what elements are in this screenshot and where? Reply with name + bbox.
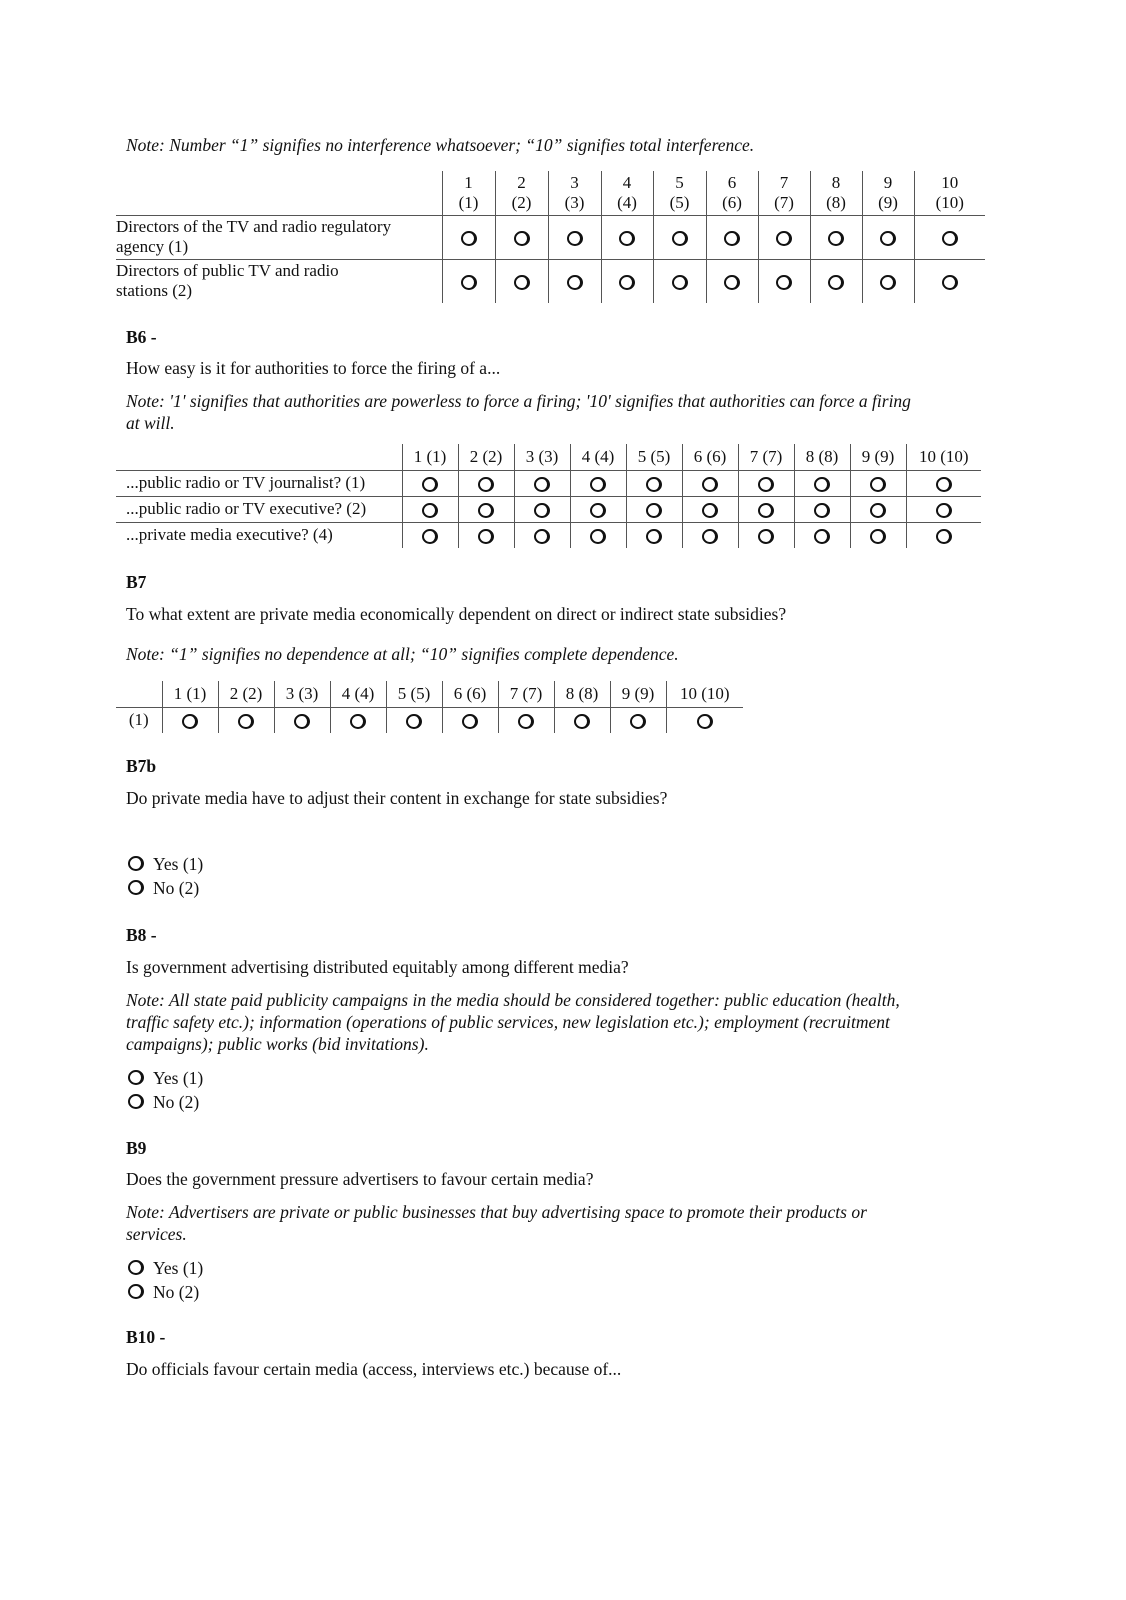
b6-question: How easy is it for authorities to force the firing of a... xyxy=(126,358,501,378)
radio-button-icon[interactable] xyxy=(697,714,713,729)
radio-button-icon[interactable] xyxy=(758,503,774,518)
b7-column-header: 8 (8) xyxy=(554,681,610,707)
b5-radio-cell[interactable] xyxy=(653,259,706,303)
radio-button-icon[interactable] xyxy=(619,231,635,246)
radio-button-icon[interactable] xyxy=(814,503,830,518)
b6-radio-cell[interactable] xyxy=(570,522,626,548)
b5-radio-cell[interactable] xyxy=(914,215,985,259)
radio-button-icon[interactable] xyxy=(590,477,606,492)
b9-option-no[interactable] xyxy=(128,1282,199,1303)
b5-radio-cell[interactable] xyxy=(653,215,706,259)
b6-radio-cell[interactable] xyxy=(682,496,738,522)
radio-button-icon[interactable] xyxy=(702,477,718,492)
b6-radio-cell[interactable] xyxy=(514,522,570,548)
b5-corner xyxy=(116,171,442,215)
radio-button-icon[interactable] xyxy=(870,529,886,544)
radio-button-icon[interactable] xyxy=(567,231,583,246)
radio-button-icon[interactable] xyxy=(814,529,830,544)
b5-radio-cell[interactable] xyxy=(495,259,548,303)
b5-radio-cell[interactable] xyxy=(442,215,495,259)
b6-radio-cell[interactable] xyxy=(850,522,906,548)
b6-radio-cell[interactable] xyxy=(514,470,570,496)
radio-button-icon[interactable] xyxy=(936,529,952,544)
b6-radio-cell[interactable] xyxy=(458,496,514,522)
b7-row-label: (1) xyxy=(128,710,149,730)
radio-button-icon[interactable] xyxy=(724,275,740,290)
b6-column-header: 1 (1) xyxy=(402,444,458,470)
b8-heading: B8 - xyxy=(126,925,157,945)
b6-column-header: 8 (8) xyxy=(794,444,850,470)
radio-button-icon[interactable] xyxy=(880,231,896,246)
radio-button-icon[interactable] xyxy=(619,275,635,290)
b5-column-header xyxy=(548,171,601,215)
b5-radio-cell[interactable] xyxy=(810,215,862,259)
radio-button-icon[interactable] xyxy=(880,275,896,290)
radio-button-icon[interactable] xyxy=(828,275,844,290)
b9-note-line-2: services. xyxy=(126,1224,187,1244)
row-label-line: Directors of the TV and radio regulatory xyxy=(116,217,392,236)
b6-radio-cell[interactable] xyxy=(402,522,458,548)
b5-column-header xyxy=(758,171,810,215)
column-number: 1 xyxy=(464,172,473,192)
radio-button-icon[interactable] xyxy=(478,503,494,518)
b6-radio-cell[interactable] xyxy=(570,496,626,522)
radio-button-icon[interactable] xyxy=(646,529,662,544)
b5-radio-cell[interactable] xyxy=(810,259,862,303)
b6-radio-cell[interactable] xyxy=(514,496,570,522)
b7-corner xyxy=(116,681,162,707)
radio-button-icon[interactable] xyxy=(128,1094,144,1109)
radio-button-icon[interactable] xyxy=(422,477,438,492)
b7-radio-cell[interactable] xyxy=(554,707,610,733)
b6-row-label: ...public radio or TV executive? (2) xyxy=(116,496,402,522)
radio-button-icon[interactable] xyxy=(461,275,477,290)
radio-button-icon[interactable] xyxy=(672,231,688,246)
row-label-line: agency (1) xyxy=(116,237,189,256)
b6-radio-cell[interactable] xyxy=(794,522,850,548)
b6-radio-cell[interactable] xyxy=(906,496,981,522)
radio-button-icon[interactable] xyxy=(870,477,886,492)
column-number: 6 xyxy=(727,172,737,192)
b6-radio-cell[interactable] xyxy=(794,496,850,522)
b6-row-label: ...public radio or TV journalist? (1) xyxy=(116,470,402,496)
radio-button-icon[interactable] xyxy=(758,529,774,544)
column-code: (3) xyxy=(564,192,585,212)
column-code: (8) xyxy=(826,192,846,212)
radio-button-icon[interactable] xyxy=(422,529,438,544)
radio-button-icon[interactable] xyxy=(406,714,422,729)
b6-radio-cell[interactable] xyxy=(682,470,738,496)
radio-button-icon[interactable] xyxy=(518,714,534,729)
option-label: Yes (1) xyxy=(153,1258,204,1278)
radio-button-icon[interactable] xyxy=(514,231,530,246)
b6-radio-cell[interactable] xyxy=(738,496,794,522)
radio-button-icon[interactable] xyxy=(534,529,550,544)
b7-column-header: 5 (5) xyxy=(386,681,442,707)
column-code: (9) xyxy=(878,192,898,212)
radio-button-icon[interactable] xyxy=(828,231,844,246)
column-code: (10) xyxy=(935,192,964,212)
radio-button-icon[interactable] xyxy=(702,529,718,544)
b6-radio-cell[interactable] xyxy=(906,522,981,548)
b8-option-no[interactable] xyxy=(128,1092,199,1113)
column-number: 2 xyxy=(517,172,526,192)
column-code: (7) xyxy=(774,192,794,212)
b6-column-header: 2 (2) xyxy=(458,444,514,470)
b7-column-header: 2 (2) xyxy=(218,681,274,707)
radio-button-icon[interactable] xyxy=(461,231,477,246)
b5-radio-cell[interactable] xyxy=(601,259,653,303)
b6-matrix xyxy=(116,444,981,548)
b7-column-header: 6 (6) xyxy=(442,681,498,707)
b7-column-header: 9 (9) xyxy=(610,681,666,707)
b9-question: Does the government pressure advertisers to favour certain media? xyxy=(126,1169,594,1189)
b7-column-header: 4 (4) xyxy=(330,681,386,707)
column-code: (4) xyxy=(617,192,637,212)
radio-button-icon[interactable] xyxy=(936,477,952,492)
b5-radio-cell[interactable] xyxy=(862,215,914,259)
row-label-line: stations (2) xyxy=(116,281,193,301)
b5-radio-cell[interactable] xyxy=(862,259,914,303)
radio-button-icon[interactable] xyxy=(590,529,606,544)
b5-column-header xyxy=(495,171,548,215)
radio-button-icon[interactable] xyxy=(238,714,254,729)
b8-option-yes[interactable] xyxy=(128,1068,203,1089)
radio-button-icon[interactable] xyxy=(422,503,438,518)
radio-button-icon[interactable] xyxy=(758,477,774,492)
radio-button-icon[interactable] xyxy=(646,503,662,518)
b5-radio-cell[interactable] xyxy=(706,215,758,259)
radio-button-icon[interactable] xyxy=(672,275,688,290)
radio-button-icon[interactable] xyxy=(478,477,494,492)
b9-heading: B9 xyxy=(126,1138,147,1158)
radio-button-icon[interactable] xyxy=(574,714,590,729)
b6-radio-cell[interactable] xyxy=(626,496,682,522)
option-label: No (2) xyxy=(153,1092,200,1112)
b6-radio-cell[interactable] xyxy=(402,496,458,522)
column-number: 10 xyxy=(941,172,959,192)
radio-button-icon[interactable] xyxy=(776,275,792,290)
b6-column-header: 3 (3) xyxy=(514,444,570,470)
b6-column-header: 6 (6) xyxy=(682,444,738,470)
b6-column-header: 4 (4) xyxy=(570,444,626,470)
b5-radio-cell[interactable] xyxy=(548,259,601,303)
option-label: No (2) xyxy=(153,1282,200,1302)
b6-radio-cell[interactable] xyxy=(850,496,906,522)
b6-radio-cell[interactable] xyxy=(850,470,906,496)
b5-radio-cell[interactable] xyxy=(758,259,810,303)
b6-radio-cell[interactable] xyxy=(458,522,514,548)
b7-radio-cell[interactable] xyxy=(666,707,743,733)
radio-button-icon[interactable] xyxy=(478,529,494,544)
b7-question: To what extent are private media economically dependent on direct or indirect state subsidies? xyxy=(126,604,787,624)
b5-column-header xyxy=(442,171,495,215)
b6-row-label: ...private media executive? (4) xyxy=(126,525,333,545)
b5-radio-cell[interactable] xyxy=(758,215,810,259)
b5-radio-cell[interactable] xyxy=(706,259,758,303)
b7b-option-no[interactable] xyxy=(128,878,199,899)
column-code: (5) xyxy=(669,192,690,212)
radio-button-icon[interactable] xyxy=(128,1284,144,1299)
b7-column-header: 1 (1) xyxy=(162,681,218,707)
radio-button-icon[interactable] xyxy=(128,880,144,895)
b7-column-header: 10 (10) xyxy=(666,681,743,707)
b6-heading: B6 - xyxy=(126,327,157,347)
b6-radio-cell[interactable] xyxy=(738,522,794,548)
column-code: (2) xyxy=(511,192,532,212)
radio-button-icon[interactable] xyxy=(942,275,958,290)
b5-column-header xyxy=(601,171,653,215)
b5-column-header xyxy=(706,171,758,215)
radio-button-icon[interactable] xyxy=(462,714,478,729)
radio-button-icon[interactable] xyxy=(936,503,952,518)
b6-radio-cell[interactable] xyxy=(794,470,850,496)
b7-column-header: 7 (7) xyxy=(498,681,554,707)
column-number: 5 xyxy=(675,172,684,192)
radio-button-icon[interactable] xyxy=(590,503,606,518)
b6-radio-cell[interactable] xyxy=(626,522,682,548)
b8-question: Is government advertising distributed equitably among different media? xyxy=(126,957,629,977)
b8-note-line-1: Note: All state paid publicity campaigns in the media should be considered together: public education (health, xyxy=(126,990,900,1010)
b6-column-header: 5 (5) xyxy=(626,444,682,470)
radio-button-icon[interactable] xyxy=(128,1070,144,1085)
b7b-option-yes[interactable] xyxy=(128,854,203,875)
b7-heading: B7 xyxy=(126,572,147,592)
b5-column-header xyxy=(914,171,985,215)
b8-note-line-2: traffic safety etc.); information (operations of public services, new legislation etc.); employment (recruitment xyxy=(126,1012,890,1032)
b6-radio-cell[interactable] xyxy=(458,470,514,496)
b6-radio-cell[interactable] xyxy=(906,470,981,496)
radio-button-icon[interactable] xyxy=(776,231,792,246)
radio-button-icon[interactable] xyxy=(294,714,310,729)
radio-button-icon[interactable] xyxy=(534,503,550,518)
radio-button-icon[interactable] xyxy=(182,714,198,729)
b6-radio-cell[interactable] xyxy=(402,470,458,496)
b6-column-header: 10 (10) xyxy=(906,444,981,470)
b5-note: Note: Number “1” signifies no interference whatsoever; “10” signifies total interference. xyxy=(126,135,755,155)
b7-radio-cell[interactable] xyxy=(162,707,218,733)
b6-radio-cell[interactable] xyxy=(682,522,738,548)
radio-button-icon[interactable] xyxy=(514,275,530,290)
b6-column-header: 9 (9) xyxy=(850,444,906,470)
b7-note: Note: “1” signifies no dependence at all; “10” signifies complete dependence. xyxy=(126,644,679,664)
b8-note-line-3: campaigns); public works (bid invitations). xyxy=(126,1034,429,1054)
b6-radio-cell[interactable] xyxy=(626,470,682,496)
b5-radio-cell[interactable] xyxy=(495,215,548,259)
b10-heading: B10 - xyxy=(126,1327,166,1347)
radio-button-icon[interactable] xyxy=(630,714,646,729)
column-number: 3 xyxy=(570,172,579,192)
b7b-heading: B7b xyxy=(126,756,157,776)
radio-button-icon[interactable] xyxy=(814,477,830,492)
radio-button-icon[interactable] xyxy=(870,503,886,518)
b5-column-header xyxy=(862,171,914,215)
b5-column-header xyxy=(653,171,706,215)
b9-option-yes[interactable] xyxy=(128,1258,203,1279)
b5-row-label xyxy=(116,215,442,259)
column-number: 9 xyxy=(883,172,893,192)
radio-button-icon[interactable] xyxy=(646,477,662,492)
b6-radio-cell[interactable] xyxy=(738,470,794,496)
b6-corner xyxy=(116,444,402,470)
b6-note-line-2: at will. xyxy=(126,413,175,433)
b7-radio-cell[interactable] xyxy=(442,707,498,733)
option-label: Yes (1) xyxy=(153,1068,204,1088)
column-number: 7 xyxy=(779,172,789,192)
column-code: (6) xyxy=(722,192,742,212)
b7-column-header: 3 (3) xyxy=(274,681,330,707)
radio-button-icon[interactable] xyxy=(534,477,550,492)
b6-note-line-1: Note: '1' signifies that authorities are powerless to force a firing; '10' signifies that authorities can force a firing xyxy=(126,391,911,411)
b5-radio-cell[interactable] xyxy=(548,215,601,259)
b6-column-header: 7 (7) xyxy=(738,444,794,470)
b7-radio-cell[interactable] xyxy=(218,707,274,733)
b7-radio-cell[interactable] xyxy=(330,707,386,733)
b7-matrix xyxy=(116,681,743,733)
b7-radio-cell[interactable] xyxy=(610,707,666,733)
radio-button-icon[interactable] xyxy=(724,231,740,246)
radio-button-icon[interactable] xyxy=(567,275,583,290)
b7-radio-cell[interactable] xyxy=(386,707,442,733)
b5-radio-cell[interactable] xyxy=(914,259,985,303)
b5-radio-cell[interactable] xyxy=(601,215,653,259)
row-label-line: Directors of public TV and radio xyxy=(116,261,339,281)
radio-button-icon[interactable] xyxy=(942,231,958,246)
b7-radio-cell[interactable] xyxy=(274,707,330,733)
b5-radio-cell[interactable] xyxy=(442,259,495,303)
b9-note-line-1: Note: Advertisers are private or public businesses that buy advertising space to promote their products or xyxy=(126,1202,867,1222)
radio-button-icon[interactable] xyxy=(128,1260,144,1275)
radio-button-icon[interactable] xyxy=(350,714,366,729)
b7-radio-cell[interactable] xyxy=(498,707,554,733)
column-number: 4 xyxy=(622,172,632,192)
b6-radio-cell[interactable] xyxy=(570,470,626,496)
b10-question: Do officials favour certain media (access, interviews etc.) because of... xyxy=(126,1359,622,1379)
radio-button-icon[interactable] xyxy=(702,503,718,518)
b5-matrix xyxy=(116,171,985,303)
b5-row-label xyxy=(116,259,442,303)
b5-column-header xyxy=(810,171,862,215)
column-number: 8 xyxy=(831,172,841,192)
column-code: (1) xyxy=(458,192,479,212)
b7b-question: Do private media have to adjust their content in exchange for state subsidies? xyxy=(126,788,668,808)
radio-button-icon[interactable] xyxy=(128,856,144,871)
option-label: Yes (1) xyxy=(153,854,204,874)
option-label: No (2) xyxy=(153,878,200,898)
